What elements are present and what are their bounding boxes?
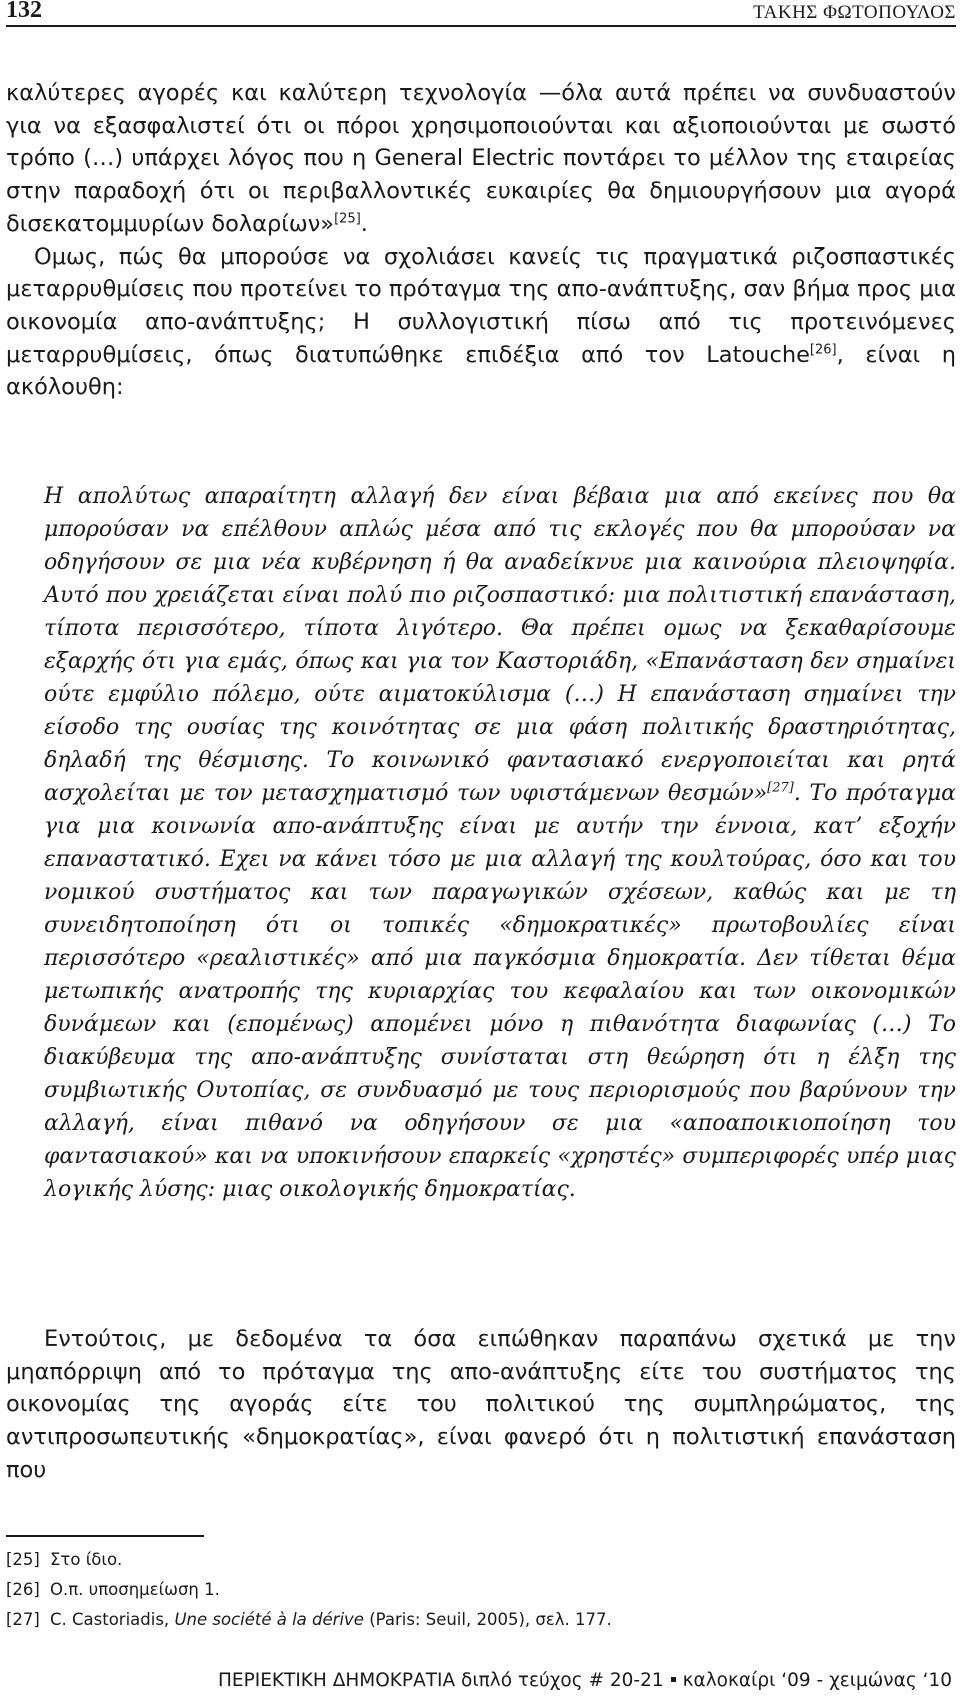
footnote-text: Στο ίδιο.: [50, 1550, 123, 1569]
footnote-26: [6, 1575, 956, 1605]
header-rule: [6, 25, 956, 27]
paragraph-2-text: Ομως, πώς θα μπορούσε να σχολιάσει κανείς τις πραγματικά ριζοσπαστικές μεταρρυθμίσεις που προτείνει το πρόταγμα της απο-ανάπτυξης, σαν βήμα προς μια οικονομία απο-ανάπτυξης; Η συλλογιστική πίσω από τις προτεινόμενες μεταρρυθμίσεις, όπως διατυπώθηκε επιδέξια από τον Latouche: [6, 243, 956, 368]
running-foot: [218, 1670, 952, 1691]
footnote-text-end: (Paris: Seuil, 2005), σελ. 177.: [363, 1610, 612, 1629]
running-head: [6, 0, 956, 26]
footnotes: [6, 1545, 956, 1635]
footnote-number: [25]: [6, 1550, 40, 1569]
footnote-number: [27]: [6, 1610, 40, 1629]
block-quote: [44, 480, 956, 1206]
quote-text-part-1: Η απολύτως απαραίτητη αλλαγή δεν είναι βέβαια μια από εκείνες που θα μπορούσαν να επέλθουν απλώς μέσα από τις εκλογές που θα μπορούσαν να οδηγήσουν σε μια νέα κυβέρνηση ή θα αναδείκνυε μια καινούρια πλειοψηφία. Αυτό που χρειάζεται είναι πολύ πιο ριζοσπαστικό: μια πολιτιστική επανάσταση, τίποτα περισσότερο, τίποτα λιγότερο. Θα πρέπει ομως να ξεκαθαρίσουμε εξαρχής ότι για εμάς, όπως και για τον Καστοριάδη, «Επανάσταση δεν σημαίνει ούτε εμφύλιο πόλεμο, ούτε αιματοκύλισμα (…) Η επανάσταση σημαίνει την είσοδο της ουσίας της κοινότητας σε μια φάση πολιτικής δραστηριότητας, δηλαδή της θέσμισης. Το κοινωνικό φαντασιακό ενεργοποιείται και ρητά ασχολείται με τον μετασχηματισμό των υφιστάμενων θεσμών»: [44, 484, 956, 806]
paragraph-1-end: .: [360, 210, 368, 237]
footnote-ref-25: [25]: [334, 211, 361, 227]
paragraph-1-text: καλύτερες αγορές και καλύτερη τεχνολογία —όλα αυτά πρέπει να συνδυαστούν για να εξασφαλιστεί ότι οι πόροι χρησιμοποιούνται και αξιοποιούνται με σωστό τρόπο (…) υπάρχει λόγος που η General Electric ποντάρει το μέλλον της εταιρείας στην παραδοχή ότι οι περιβαλλοντικές ευκαιρίες θα δημιουργήσουν μια αγορά δισεκατομμυρίων δολαρίων»: [6, 80, 956, 237]
footnote-number: [26]: [6, 1580, 40, 1599]
running-head-author: ΤΑΚΗΣ ΦΩΤΟΠΟΥΛΟΣ: [753, 2, 956, 23]
footnote-27: [6, 1605, 956, 1635]
paragraph-1: [6, 77, 956, 241]
page-number: 132: [6, 0, 42, 23]
issue-season: καλοκαίρι ‘09 - χειμώνας ‘10: [682, 1670, 952, 1691]
footnote-ref-26: [26]: [809, 342, 837, 358]
paragraph-3: Εντούτοις, με δεδομένα τα όσα ειπώθηκαν παραπάνω σχετικά με την μηαπόρριψη από το πρόταγμα της απο-ανάπτυξης είτε του συστήματος της οικονομίας της αγοράς είτε του πολιτικού της συμπληρώματος, της αντιπροσωπευτικής «δημοκρατίας», είναι φανερό ότι η πολιτιστική επανάσταση που: [6, 1326, 956, 1483]
footnote-25: [6, 1545, 956, 1575]
quote-text-part-2: . Το πρόταγμα για μια κοινωνία απο-ανάπτυξης είναι με αυτήν την έννοια, κατ’ εξοχήν επαναστατικό. Εχει να κάνει τόσο με μια αλλαγή της κουλτούρας, όσο και του νομικού συστήματος και των παραγωγικών σχέσεων, καθώς και με τη συνειδητοποίηση ότι οι τοπικές «δημοκρατικές» πρωτοβουλίες είναι περισσότερο «ρεαλιστικές» από μια παγκόσμια δημοκρατία. Δεν τίθεται θέμα μετωπικής ανατροπής της κυριαρχίας του κεφαλαίου και των οικονομικών δυνάμεων και (επομένως) απομένει μόνο η πιθανότητα διαφωνίας (…) Το διακύβευμα της απο-ανάπτυξης συνίσταται στη θεώρηση ότι η έλξη της συμβιωτικής Ουτοπίας, σε συνδυασμό με τους περιορισμούς που βαρύνουν την αλλαγή, είναι πιθανό να οδηγήσουν σε μια «αποαποικιοποίηση του φαντασιακού» και να υποκινήσουν επαρκείς «χρηστές» συμπεριφορές υπέρ μιας λογικής λύσης: μιας οικολογικής δημοκρατίας.: [44, 781, 956, 1202]
footnote-ref-27: [27]: [767, 780, 794, 796]
footnote-text: C. Castoriadis,: [50, 1610, 175, 1629]
footnote-rule: [6, 1535, 204, 1537]
footnote-text: Ο.π. υποσημείωση 1.: [50, 1580, 220, 1599]
paragraph-2: [6, 241, 956, 405]
body-paragraphs: [6, 77, 956, 404]
footnote-book-title: Une société à la dérive: [174, 1610, 364, 1629]
paragraph-2-end: , είναι η ακόλουθη:: [6, 341, 956, 401]
square-bullet-icon: [671, 1677, 676, 1682]
journal-issue: ΠΕΡΙΕΚΤΙΚΗ ΔΗΜΟΚΡΑΤΙΑ διπλό τεύχος # 20-21: [217, 1670, 664, 1691]
